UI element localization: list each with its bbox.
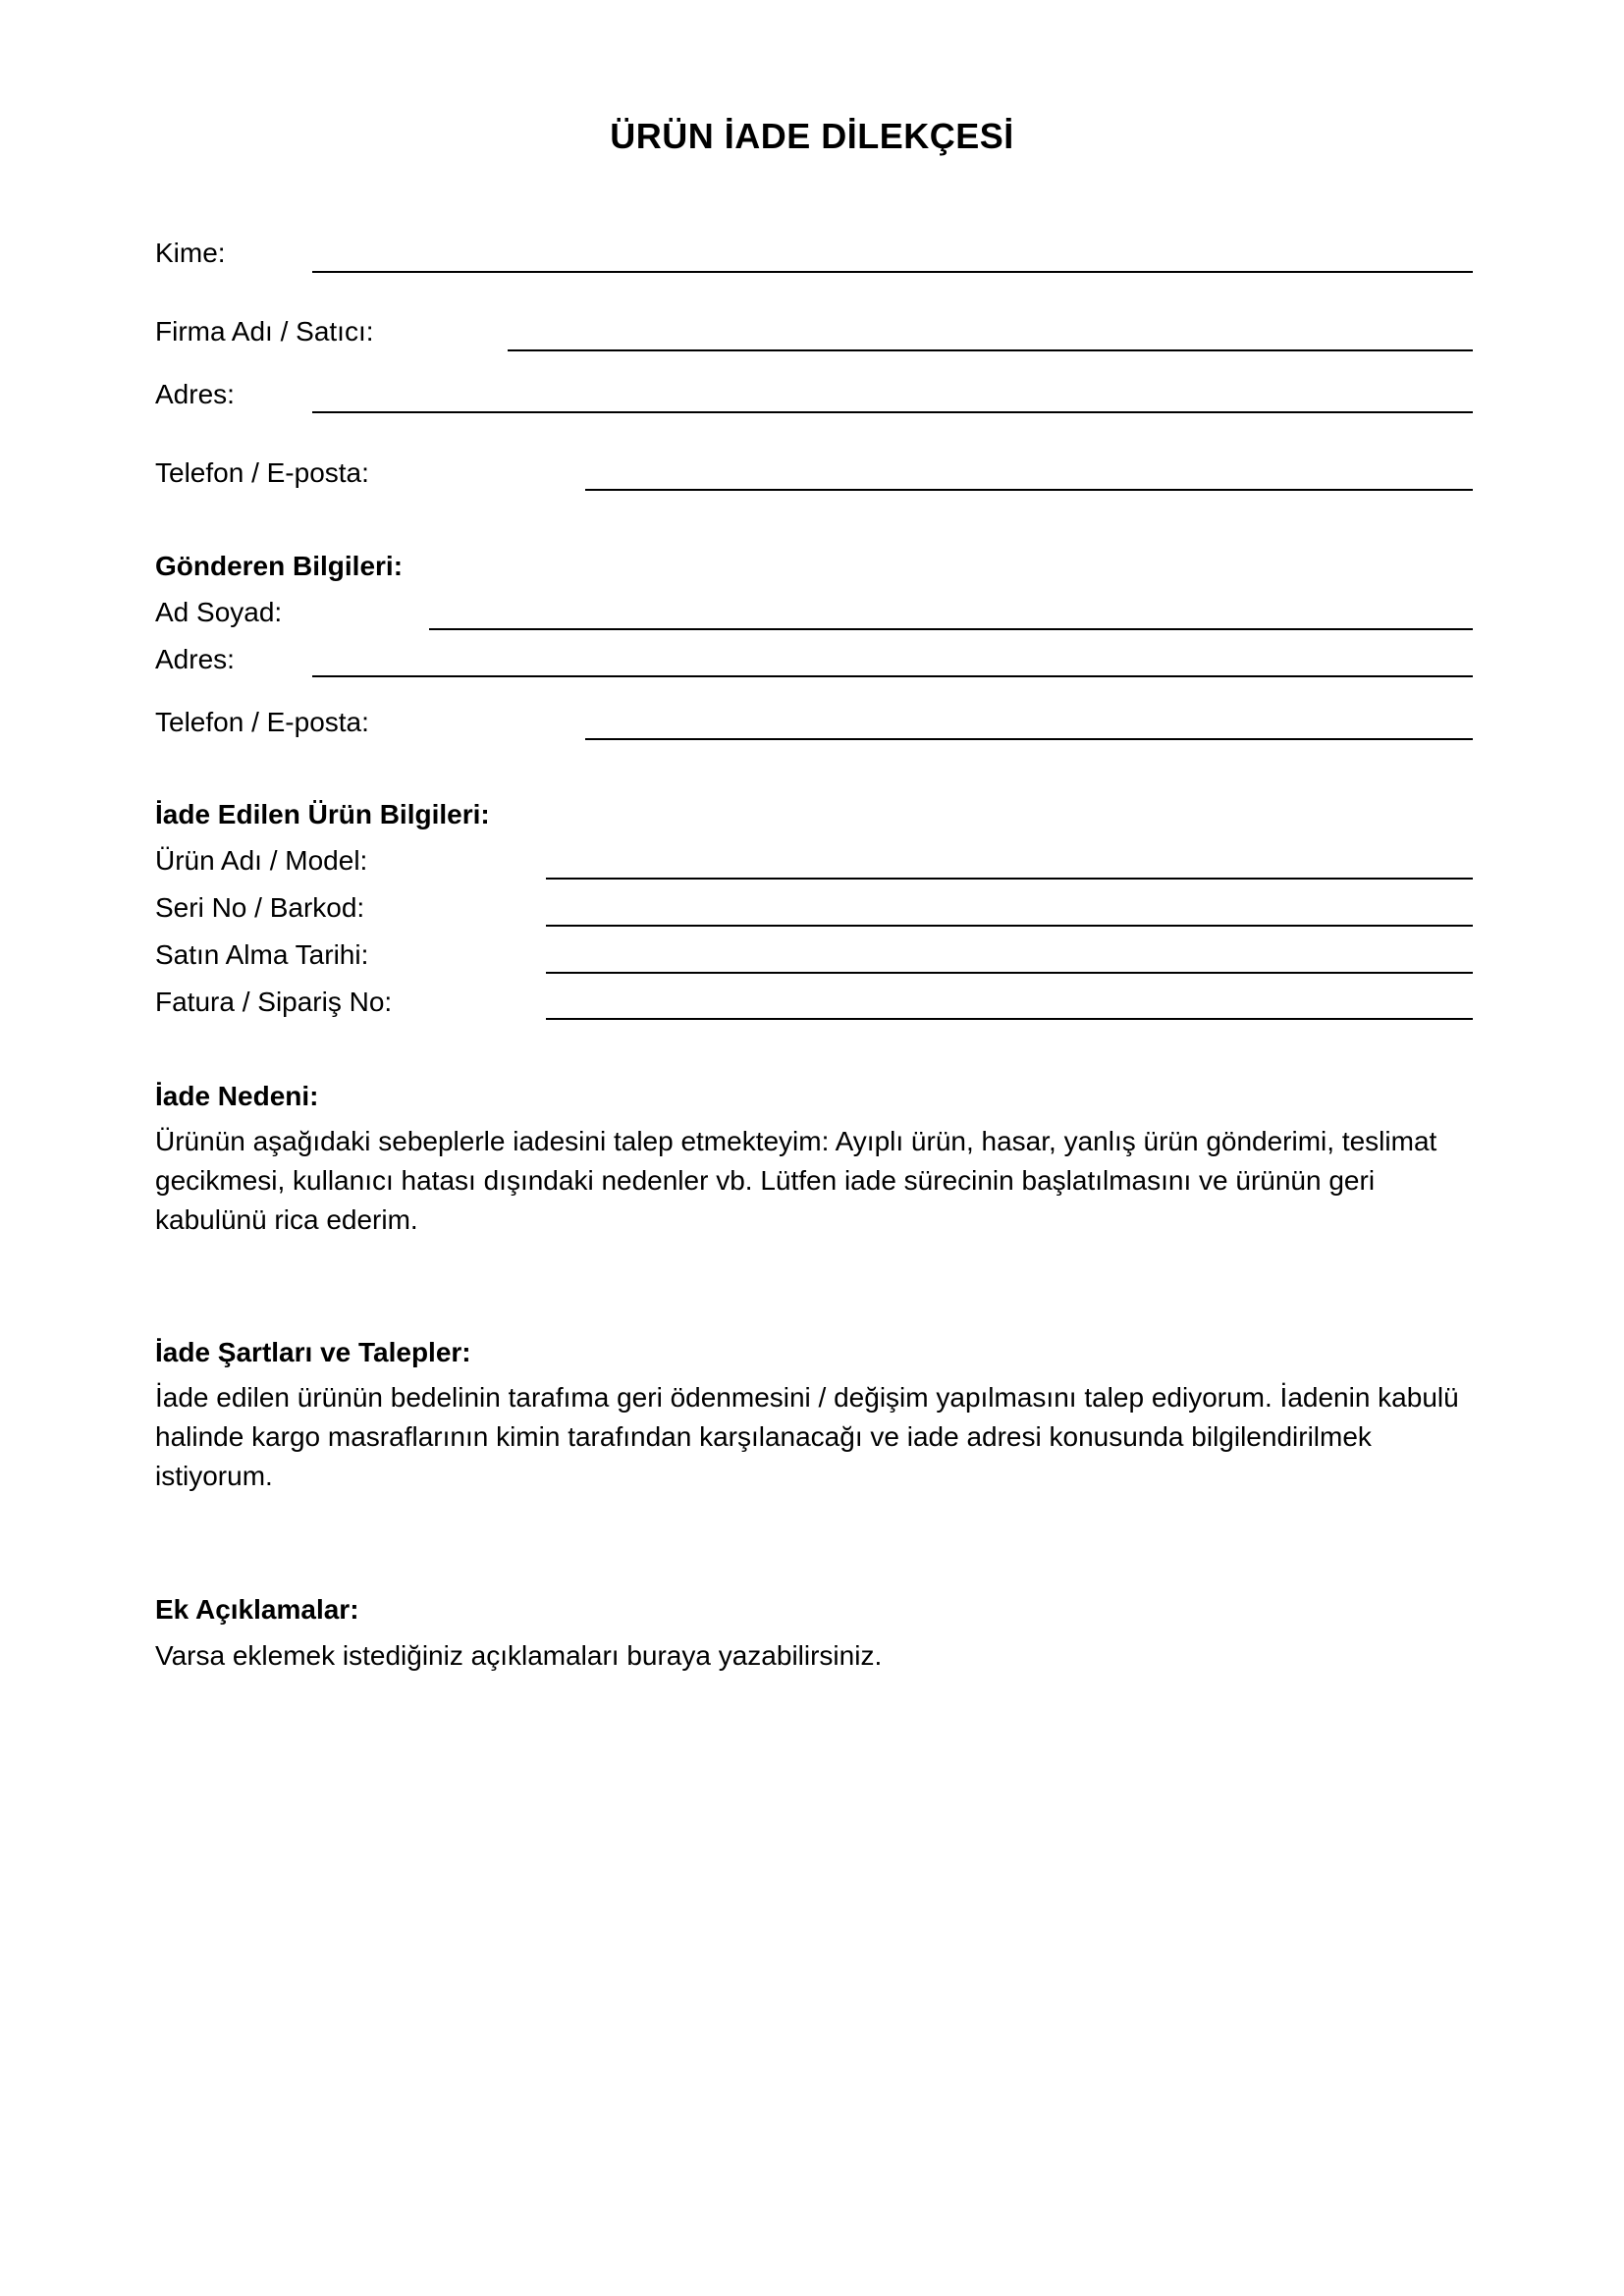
notes-heading: Ek Açıklamalar: [155,1594,359,1625]
tarih-input-line[interactable] [546,972,1473,974]
sender-adres-input-line[interactable] [312,675,1473,677]
recipient-iletisim-input-line[interactable] [585,489,1473,491]
terms-heading: İade Şartları ve Talepler: [155,1337,471,1367]
reason-heading: İade Nedeni: [155,1081,319,1111]
firma-label: Firma Adı / Satıcı: [155,316,374,347]
firma-input-line[interactable] [508,349,1473,351]
sender-adres-label: Adres: [155,644,235,674]
sender-iletisim-input-line[interactable] [585,738,1473,740]
kime-input-line[interactable] [312,271,1473,273]
seri-input-line[interactable] [546,925,1473,927]
recipient-adres-input-line[interactable] [312,411,1473,413]
urun-label: Ürün Adı / Model: [155,845,368,876]
tarih-label: Satın Alma Tarihi: [155,939,369,970]
terms-text: İade edilen ürünün bedelinin tarafıma geri ödenmesini / değişim yapılmasını talep ediyorum. İadenin kabulü halinde kargo masraflarının kimin tarafından karşılanacağı ve iade adresi konusunda bilgilendirilmek istiyorum. [155,1382,1459,1491]
seri-label: Seri No / Barkod: [155,892,365,923]
recipient-iletisim-label: Telefon / E-posta: [155,457,369,488]
ad-soyad-input-line[interactable] [429,628,1473,630]
sender-iletisim-label: Telefon / E-posta: [155,707,369,737]
ad-soyad-label: Ad Soyad: [155,597,283,627]
document-title: ÜRÜN İADE DİLEKÇESİ [610,116,1014,156]
product-heading: İade Edilen Ürün Bilgileri: [155,799,490,829]
notes-text: Varsa eklemek istediğiniz açıklamaları buraya yazabilirsiniz. [155,1640,883,1671]
fatura-input-line[interactable] [546,1018,1473,1020]
kime-label: Kime: [155,238,226,268]
urun-input-line[interactable] [546,878,1473,880]
recipient-adres-label: Adres: [155,379,235,409]
fatura-label: Fatura / Sipariş No: [155,987,393,1017]
reason-text: Ürünün aşağıdaki sebeplerle iadesini talep etmekteyim: Ayıplı ürün, hasar, yanlış ürün gönderimi, teslimat gecikmesi, kullanıcı hatası dışındaki nedenler vb. Lütfen iade sürecinin başlatılmasını ve ürünün geri kabulünü rica ederim. [155,1126,1437,1235]
sender-heading: Gönderen Bilgileri: [155,551,404,581]
